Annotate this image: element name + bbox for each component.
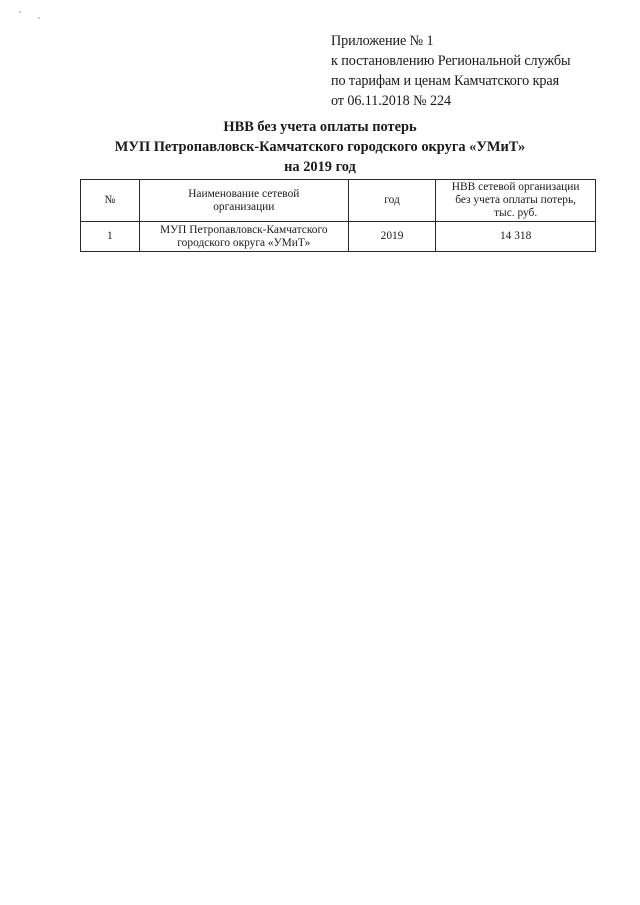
header-value-line: НВВ сетевой организации [451, 181, 580, 193]
scan-speck [38, 17, 40, 19]
cell-name-line: МУП Петропавловск-Камчатского [159, 223, 328, 236]
nvv-table [80, 179, 596, 252]
cell-name-line: городского округа «УМиТ» [177, 236, 311, 249]
cell-number: 1 [81, 222, 140, 252]
appendix-agency: по тарифам и ценам Камчатского края [331, 73, 560, 89]
cell-organization-name [139, 222, 348, 252]
cell-year: 2019 [348, 222, 435, 252]
table-row [81, 222, 596, 252]
title-line-3: на 2019 год [284, 159, 356, 175]
appendix-number: Приложение № 1 [331, 33, 434, 49]
scan-speck [19, 11, 21, 13]
header-number: № [81, 180, 140, 222]
document-title [0, 117, 640, 177]
table-header-row [81, 180, 596, 222]
header-value-line: без учета оплаты потерь, [455, 194, 577, 206]
title-line-1: НВВ без учета оплаты потерь [223, 119, 417, 135]
cell-nvv-value: 14 318 [436, 222, 596, 252]
header-nvv-value [436, 180, 596, 222]
header-value-line: тыс. руб. [494, 207, 538, 219]
header-organization-name [139, 180, 348, 222]
appendix-date: от 06.11.2018 № 224 [331, 93, 451, 109]
header-name-line: организации [213, 200, 275, 213]
header-year: год [348, 180, 435, 222]
appendix-header [331, 31, 570, 111]
title-line-2: МУП Петропавловск-Камчатского городского округа «УМиТ» [114, 139, 526, 155]
appendix-resolution-ref: к постановлению Региональной службы [331, 53, 571, 69]
header-name-line: Наименование сетевой [188, 187, 300, 200]
